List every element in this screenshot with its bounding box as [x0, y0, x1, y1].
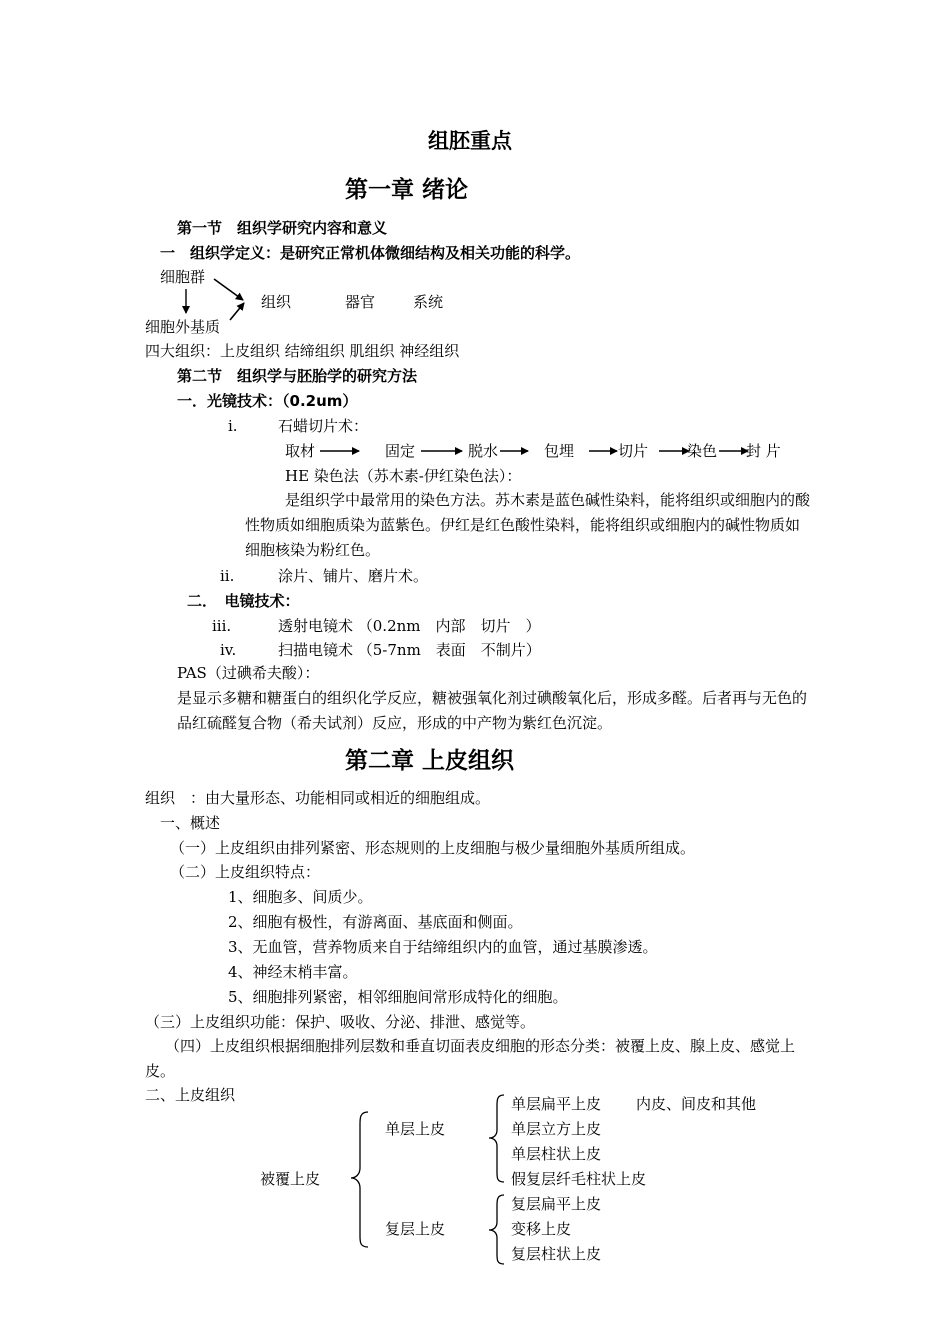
step-sectioning: 切片 [618, 442, 649, 460]
overview-paragraph-1: （一）上皮组织由排列紧密、形态规则的上皮细胞与极少量细胞外基质所组成。 [170, 839, 696, 857]
tree-simple-item: 假复层纤毛柱状上皮 [511, 1170, 647, 1188]
tree-simple-item: 单层柱状上皮 [511, 1145, 602, 1163]
he-stain-title: HE 染色法（苏木素-伊红染色法）： [285, 467, 522, 485]
section-1-heading: 第一节 组织学研究内容和意义 [177, 219, 388, 237]
diagram-system-label: 系统 [413, 293, 444, 311]
feature-item: 1、细胞多、间质少。 [228, 888, 373, 906]
diagram-ecm-label: 细胞外基质 [145, 318, 221, 336]
overview-heading: 一、概述 [160, 814, 221, 832]
brace-icon [489, 1195, 504, 1264]
four-tissues: 四大组织：上皮组织 结缔组织 肌组织 神经组织 [145, 342, 460, 360]
overview-paragraph-3: （三）上皮组织功能：保护、吸收、分泌、排泄、感觉等。 [145, 1013, 536, 1031]
tree-stratified-label: 复层上皮 [385, 1220, 446, 1238]
tree-simple-item: 单层立方上皮 [511, 1120, 602, 1138]
item-iii-text: 透射电镜术 （0.2nm 内部 切片 ） [278, 617, 541, 635]
chapter-2-title: 第二章 上皮组织 [345, 748, 515, 774]
feature-item: 5、细胞排列紧密，相邻细胞间常形成特化的细胞。 [228, 988, 568, 1006]
item-iii-number: iii. [212, 617, 232, 635]
overview-paragraph-2: （二）上皮组织特点： [170, 863, 321, 881]
arrow-icon [230, 303, 244, 320]
item-ii-number: ii. [220, 567, 235, 585]
tree-stratified-item: 变移上皮 [511, 1220, 572, 1238]
tree-root-label: 被覆上皮 [260, 1170, 321, 1188]
item-i-number: i. [228, 417, 238, 435]
diagram-cells-label: 细胞群 [160, 268, 206, 286]
epithelium-section-heading: 二、上皮组织 [145, 1086, 236, 1104]
item-i-text: 石蜡切片术： [278, 417, 369, 435]
document-title: 组胚重点 [428, 129, 512, 153]
pas-title: PAS（过碘希夫酸）： [177, 664, 320, 682]
item-iv-number: iv. [220, 641, 237, 659]
histology-definition: 一 组织学定义：是研究正常机体微细结构及相关功能的科学。 [160, 244, 581, 262]
tree-simple-label: 单层上皮 [385, 1120, 446, 1138]
feature-item: 2、细胞有极性，有游离面、基底面和侧面。 [228, 913, 523, 931]
section-2-heading: 第二节 组织学与胚胎学的研究方法 [177, 367, 418, 385]
brace-icon [489, 1095, 504, 1182]
step-mounting: 封 片 [746, 442, 781, 460]
he-stain-description: 是组织学中最常用的染色方法。苏木素是蓝色碱性染料，能将组织或细胞内的酸性物质如细胞质染为蓝紫色。伊红是红色酸性染料，能将组织或细胞内的碱性物质如细胞核染为粉红色。 [245, 491, 811, 559]
chapter-1-title: 第一章 绪论 [345, 177, 469, 203]
pas-description: 是显示多糖和糖蛋白的组织化学反应，糖被强氧化剂过碘酸氧化后，形成多醛。后者再与无色的品红硫醛复合物（希夫试剂）反应，形成的中产物为紫红色沉淀。 [177, 689, 808, 732]
tissue-definition: 组织 ：由大量形态、功能相同或相近的细胞组成。 [145, 789, 491, 807]
tree-simple-item: 单层扁平上皮 [511, 1095, 602, 1113]
brace-icon [351, 1112, 368, 1247]
item-iv-text: 扫描电镜术 （5-7nm 表面 不制片） [278, 641, 541, 659]
step-staining: 染色 [687, 442, 718, 460]
feature-item: 4、神经末梢丰富。 [228, 963, 358, 981]
light-microscopy-heading: 一．光镜技术：（0.2um） [177, 392, 358, 410]
tree-stratified-item: 复层扁平上皮 [511, 1195, 602, 1213]
arrow-icon [214, 279, 243, 300]
step-sampling: 取材 [285, 442, 316, 460]
diagram-tissue-label: 组织 [261, 293, 292, 311]
overview-paragraph-4: （四）上皮组织根据细胞排列层数和垂直切面表皮细胞的形态分类：被覆上皮、腺上皮、感觉上皮。 [145, 1037, 796, 1080]
diagram-organ-label: 器官 [345, 293, 376, 311]
step-fixation: 固定 [385, 442, 416, 460]
tree-simple-note: 内皮、间皮和其他 [636, 1095, 757, 1113]
item-ii-text: 涂片、铺片、磨片术。 [278, 567, 429, 585]
step-dehydration: 脱水 [468, 442, 499, 460]
step-embedding: 包埋 [544, 442, 575, 460]
feature-item: 3、无血管，营养物质来自于结缔组织内的血管，通过基膜渗透。 [228, 938, 658, 956]
electron-microscopy-heading: 二． 电镜技术： [187, 592, 300, 610]
tree-stratified-item: 复层柱状上皮 [511, 1245, 602, 1263]
